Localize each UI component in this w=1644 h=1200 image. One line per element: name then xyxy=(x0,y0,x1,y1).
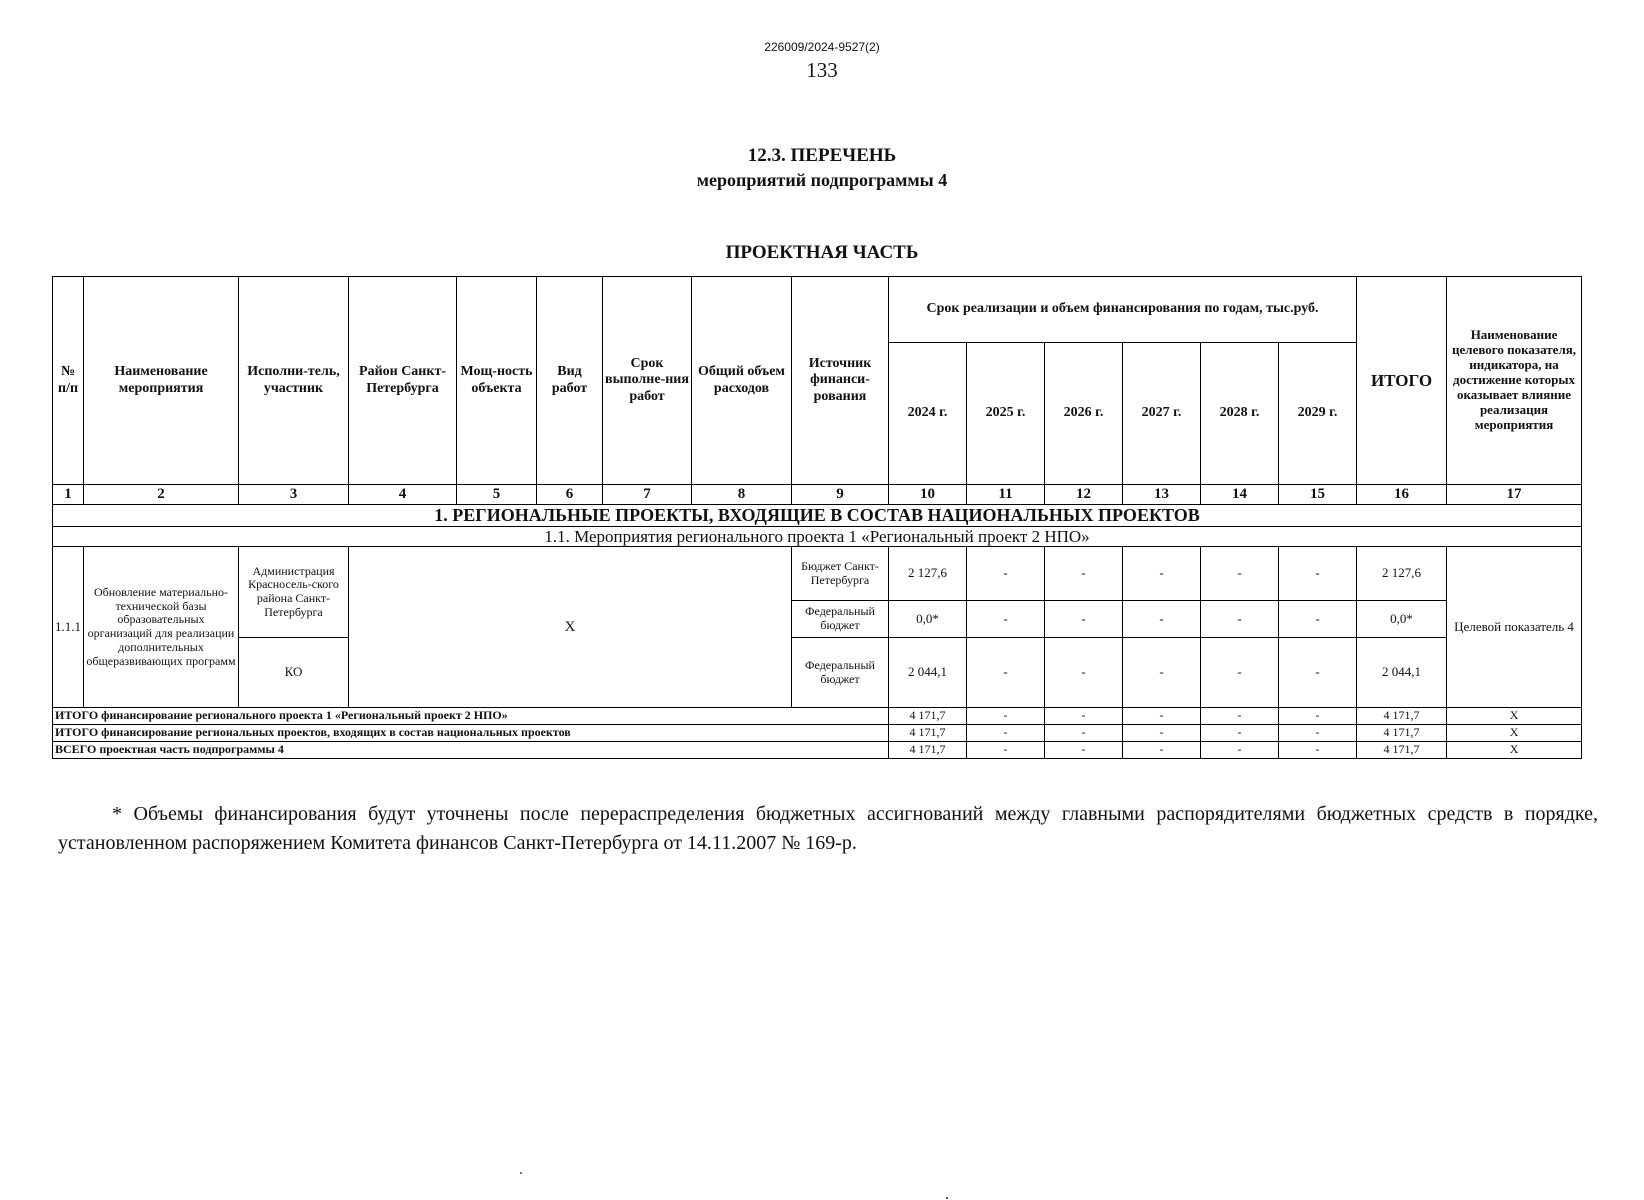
total-row-value: 4 171,7 xyxy=(889,742,967,759)
value-cell: - xyxy=(967,638,1045,708)
value-cell: - xyxy=(1045,638,1123,708)
column-number: 4 xyxy=(349,485,457,505)
total-row-value: - xyxy=(1279,742,1357,759)
section-title: ПРОЕКТНАЯ ЧАСТЬ xyxy=(725,242,919,263)
document-title: 12.3. ПЕРЕЧЕНЬ xyxy=(747,145,897,166)
funding-source: Федеральный бюджет xyxy=(792,638,889,708)
header-year: 2027 г. xyxy=(1123,343,1201,485)
total-row-value: - xyxy=(1201,708,1279,725)
page-number: 133 xyxy=(806,58,838,82)
merged-x-cell: Х xyxy=(349,547,792,708)
total-row-value: - xyxy=(967,742,1045,759)
value-cell: 0,0* xyxy=(889,601,967,638)
column-number: 1 xyxy=(53,485,84,505)
column-number: 5 xyxy=(457,485,537,505)
item-name: Обновление материально-технической базы образовательных организаций для реализации дополнительных общеразвивающих программ xyxy=(84,547,239,708)
column-number: 17 xyxy=(1447,485,1582,505)
total-row-value: - xyxy=(1279,725,1357,742)
column-number: 15 xyxy=(1279,485,1357,505)
header-name: Наименование мероприятия xyxy=(84,277,239,485)
item-number: 1.1.1 xyxy=(53,547,84,708)
column-number: 3 xyxy=(239,485,349,505)
funding-source: Федеральный бюджет xyxy=(792,601,889,638)
header-capacity: Мощ-ность объекта xyxy=(457,277,537,485)
section-row: 1. РЕГИОНАЛЬНЫЕ ПРОЕКТЫ, ВХОДЯЩИЕ В СОСТАВ НАЦИОНАЛЬНЫХ ПРОЕКТОВ xyxy=(53,505,1582,527)
header-year: 2028 г. xyxy=(1201,343,1279,485)
total-row-label: ИТОГО финансирование регионального проекта 1 «Региональный проект 2 НПО» xyxy=(53,708,889,725)
total-row-value: - xyxy=(967,725,1045,742)
column-number: 16 xyxy=(1357,485,1447,505)
item-executor-2: КО xyxy=(239,638,349,708)
value-cell: - xyxy=(1201,601,1279,638)
total-row-value: - xyxy=(1201,725,1279,742)
total-row-indicator: Х xyxy=(1447,708,1582,725)
total-row-label: ВСЕГО проектная часть подпрограммы 4 xyxy=(53,742,889,759)
total-row-value: - xyxy=(1045,742,1123,759)
total-row-value: - xyxy=(1279,708,1357,725)
funding-source: Бюджет Санкт-Петербурга xyxy=(792,547,889,601)
total-cell: 2 044,1 xyxy=(1357,638,1447,708)
column-number: 9 xyxy=(792,485,889,505)
header-executor: Исполни-тель, участник xyxy=(239,277,349,485)
total-row-value: - xyxy=(967,708,1045,725)
value-cell: - xyxy=(967,601,1045,638)
column-number: 11 xyxy=(967,485,1045,505)
total-row-value: 4 171,7 xyxy=(1357,725,1447,742)
scan-speck xyxy=(520,1172,522,1174)
total-row-value: - xyxy=(1201,742,1279,759)
header-year: 2029 г. xyxy=(1279,343,1357,485)
document-id: 226009/2024-9527(2) xyxy=(764,40,880,54)
header-total-cost: Общий объем расходов xyxy=(692,277,792,485)
total-row-value: 4 171,7 xyxy=(1357,708,1447,725)
total-row-value: - xyxy=(1045,708,1123,725)
header-district: Район Санкт-Петербурга xyxy=(349,277,457,485)
header-year: 2025 г. xyxy=(967,343,1045,485)
item-executor: Администрация Красносель-ского района Санкт-Петербурга xyxy=(239,547,349,638)
column-number: 12 xyxy=(1045,485,1123,505)
column-number: 8 xyxy=(692,485,792,505)
total-row-indicator: Х xyxy=(1447,725,1582,742)
value-cell: - xyxy=(1201,638,1279,708)
total-row-indicator: Х xyxy=(1447,742,1582,759)
value-cell: 2 127,6 xyxy=(889,547,967,601)
header-year: 2026 г. xyxy=(1045,343,1123,485)
header-work-type: Вид работ xyxy=(537,277,603,485)
column-number: 6 xyxy=(537,485,603,505)
column-number: 10 xyxy=(889,485,967,505)
header-indicator: Наименование целевого показателя, индикатора, на достижение которых оказывает влияние реализация мероприятия xyxy=(1447,277,1582,485)
subsection-row: 1.1. Мероприятия регионального проекта 1 «Региональный проект 2 НПО» xyxy=(53,526,1582,547)
total-row-value: - xyxy=(1123,742,1201,759)
value-cell: - xyxy=(967,547,1045,601)
scan-speck xyxy=(946,1197,948,1199)
value-cell: - xyxy=(1123,601,1201,638)
header-source: Источник финанси-рования xyxy=(792,277,889,485)
total-row-label: ИТОГО финансирование региональных проектов, входящих в состав национальных проектов xyxy=(53,725,889,742)
total-row-value: - xyxy=(1045,725,1123,742)
header-deadline: Срок выполне-ния работ xyxy=(603,277,692,485)
column-number: 13 xyxy=(1123,485,1201,505)
header-total: ИТОГО xyxy=(1357,277,1447,485)
total-row-value: 4 171,7 xyxy=(889,725,967,742)
total-cell: 0,0* xyxy=(1357,601,1447,638)
value-cell: - xyxy=(1279,547,1357,601)
header-num: № п/п xyxy=(53,277,84,485)
total-row-value: 4 171,7 xyxy=(889,708,967,725)
header-year: 2024 г. xyxy=(889,343,967,485)
column-number: 14 xyxy=(1201,485,1279,505)
total-row-value: - xyxy=(1123,708,1201,725)
total-cell: 2 127,6 xyxy=(1357,547,1447,601)
header-years-group: Срок реализации и объем финансирования по годам, тыс.руб. xyxy=(889,277,1357,343)
total-row-value: 4 171,7 xyxy=(1357,742,1447,759)
value-cell: 2 044,1 xyxy=(889,638,967,708)
value-cell: - xyxy=(1045,547,1123,601)
value-cell: - xyxy=(1279,638,1357,708)
value-cell: - xyxy=(1123,638,1201,708)
column-number: 7 xyxy=(603,485,692,505)
measures-table xyxy=(52,276,1582,759)
document-subtitle: мероприятий подпрограммы 4 xyxy=(696,170,948,190)
total-row-value: - xyxy=(1123,725,1201,742)
footnote: * Объемы финансирования будут уточнены после перераспределения бюджетных ассигнований между главными распорядителями бюджетных средств в порядке, установленном распоряжением Комитета финансов Санкт-Петербурга от 14.11.2007 № 169-р. xyxy=(58,803,1598,854)
item-indicator: Целевой показатель 4 xyxy=(1447,547,1582,708)
value-cell: - xyxy=(1279,601,1357,638)
column-number: 2 xyxy=(84,485,239,505)
value-cell: - xyxy=(1045,601,1123,638)
value-cell: - xyxy=(1123,547,1201,601)
value-cell: - xyxy=(1201,547,1279,601)
